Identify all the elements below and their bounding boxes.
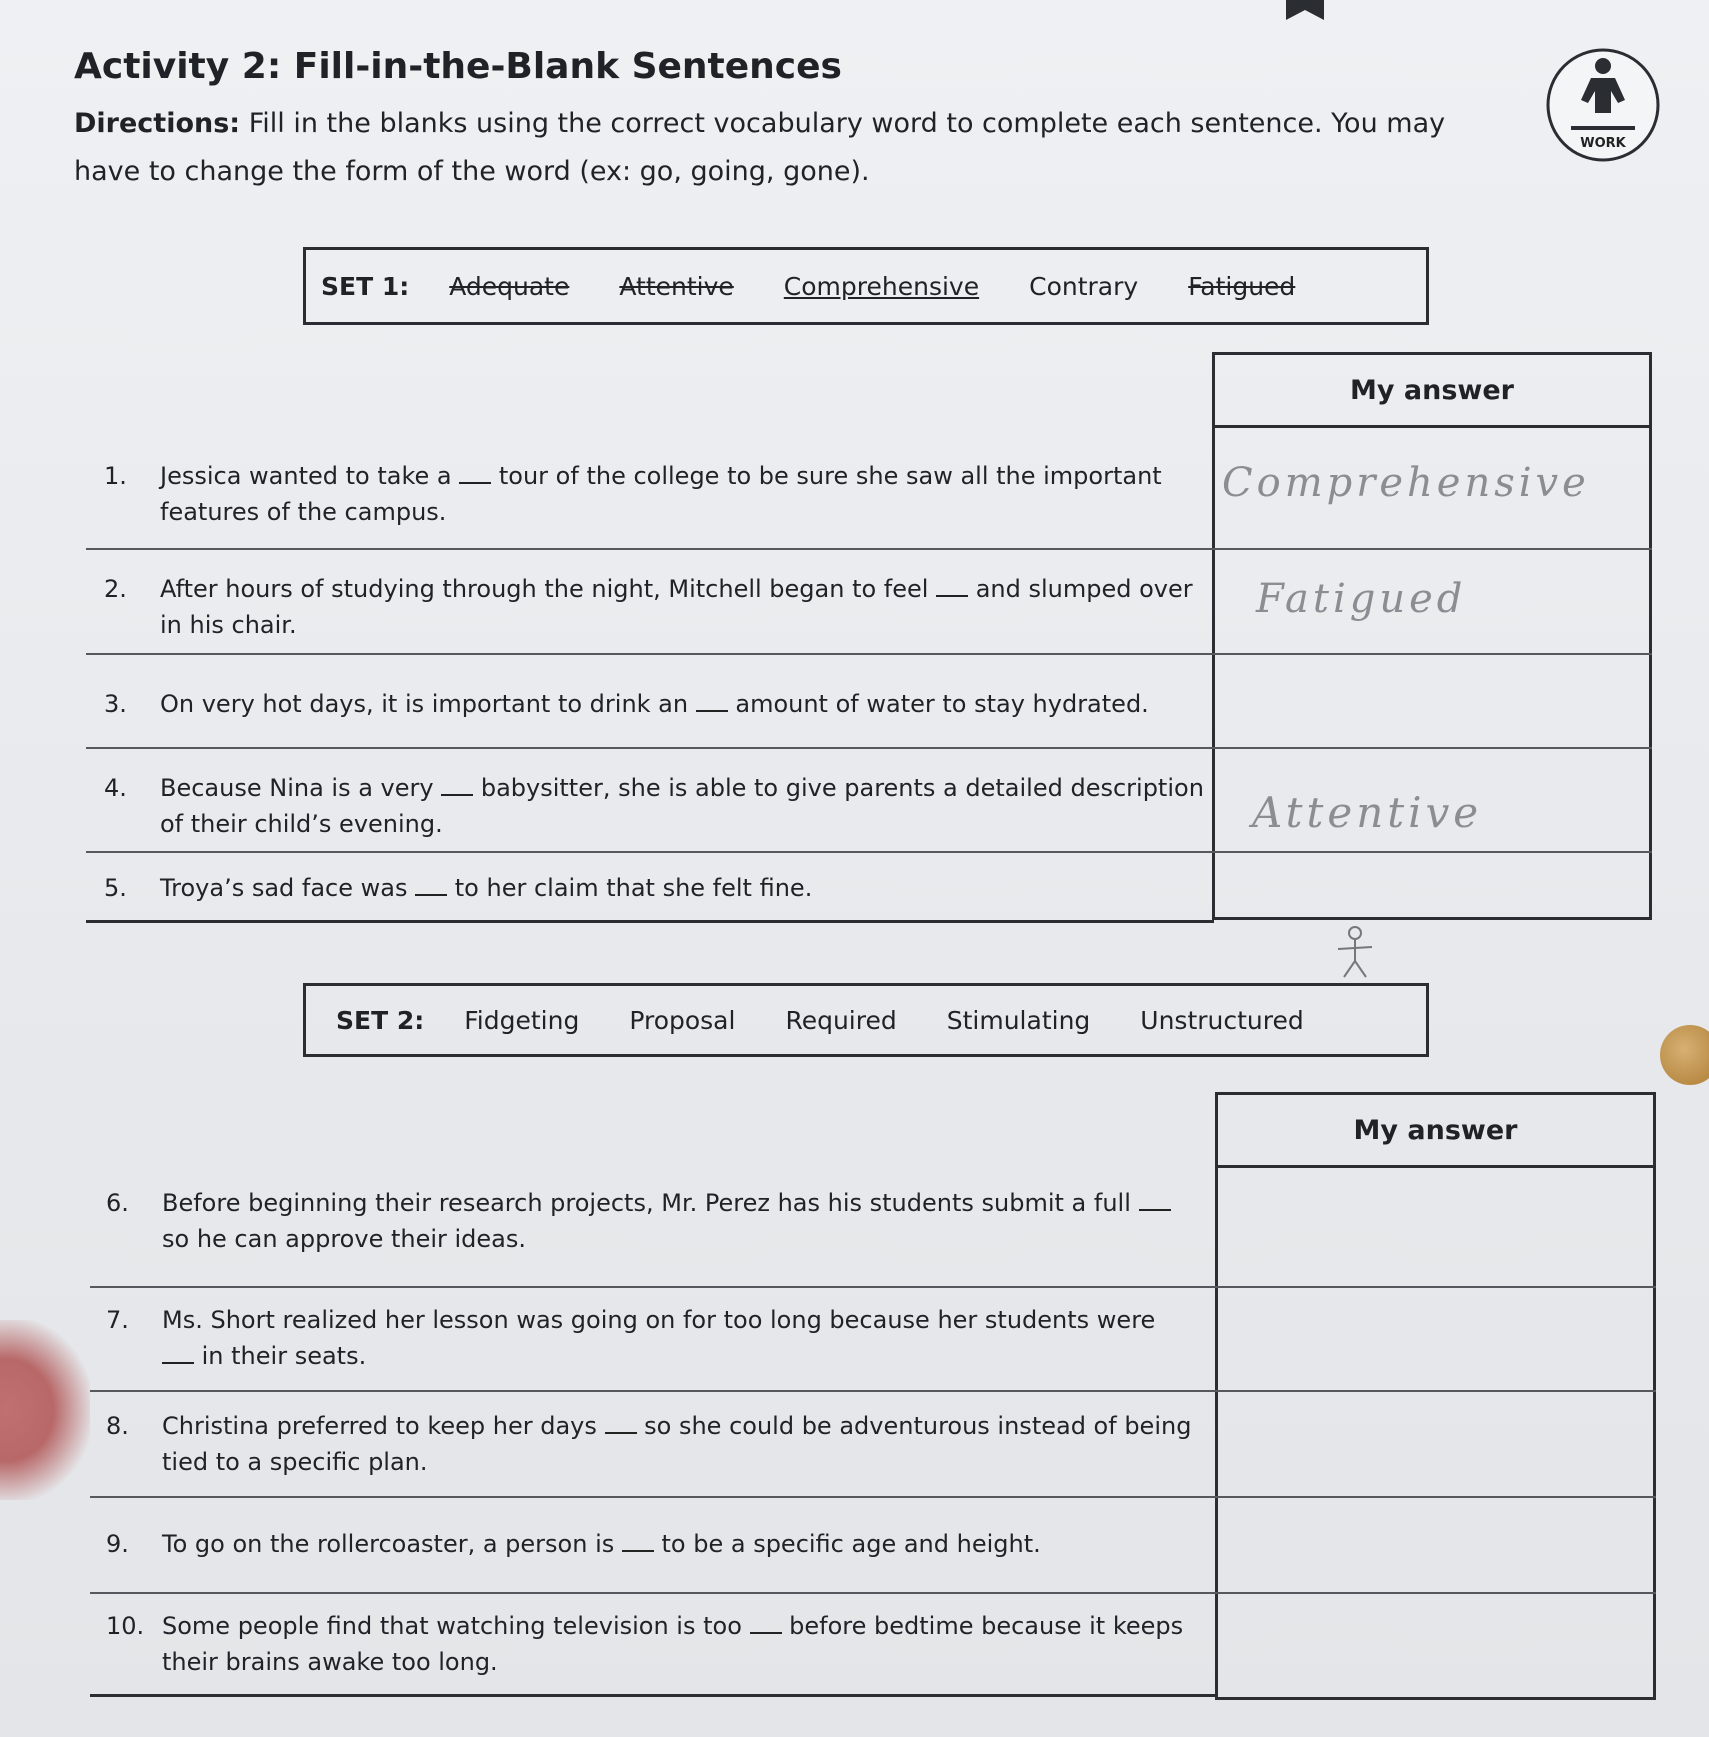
directions [74,100,1494,196]
word-unstructured: Unstructured [1140,1005,1304,1035]
row-divider [86,747,1652,749]
stick-figure-doodle-icon [1330,925,1380,981]
blank [162,1340,194,1364]
blank [936,573,968,597]
answer-column-set-2 [1215,1092,1656,1700]
word-bank-set-1 [303,247,1429,325]
directions-label: Directions: [74,108,241,139]
blank [622,1528,654,1552]
word-attentive: Attentive [619,271,734,301]
question-6: 6. Before beginning their research projects, Mr. Perez has his students submit a full so he can approve their ideas. [106,1185,1216,1257]
question-4: 4. Because Nina is a very babysitter, she is able to give parents a detailed description of their child’s evening. [104,774,1204,838]
question-5: 5. Troya’s sad face was to her claim that she felt fine. [104,874,813,902]
row-divider [90,1390,1656,1392]
directions-text: Fill in the blanks using the correct vocabulary word to complete each sentence. You may have to change the form of the word (ex: go, going, gone). [74,108,1446,187]
word-required: Required [785,1005,897,1035]
finger-edge [0,1320,90,1500]
blank [1139,1187,1171,1211]
row-divider [90,1694,1218,1697]
badge-label: WORK [1580,136,1626,151]
row-divider [86,653,1652,655]
word-comprehensive: Comprehensive [783,271,980,301]
answer-header: My answer [1218,1095,1653,1168]
set-1-label: SET 1: [321,271,410,301]
answer-header: My answer [1215,355,1649,428]
handwritten-answer-4: Attentive [1252,788,1483,837]
question-7: 7. Ms. Short realized her lesson was going on for too long because her students were in their seats. [106,1306,1156,1370]
blank [750,1610,782,1634]
row-divider [90,1592,1656,1594]
blank [441,772,473,796]
blank [415,872,447,896]
row-divider [90,1286,1656,1288]
coin-object [1660,1025,1709,1085]
handwritten-answer-1: Comprehensive [1222,460,1590,506]
page-title: Activity 2: Fill-in-the-Blank Sentences [74,46,842,87]
question-10: 10. Some people find that watching television is too before bedtime because it keeps their brains awake too long. [106,1612,1184,1676]
word-bank-set-2 [303,983,1429,1057]
question-9: 9. To go on the rollercoaster, a person is to be a specific age and height. [106,1530,1041,1558]
row-divider [90,1496,1656,1498]
word-fidgeting: Fidgeting [464,1005,580,1035]
row-divider [86,548,1652,550]
word-proposal: Proposal [629,1005,736,1035]
question-2: 2. After hours of studying through the night, Mitchell began to feel and slumped over in his chair. [104,575,1193,639]
handwritten-answer-2: Fatigued [1256,576,1467,622]
set-2-label: SET 2: [336,1005,425,1035]
question-1: 1. Jessica wanted to take a tour of the college to be sure she saw all the important features of the campus. [104,462,1162,526]
word-stimulating: Stimulating [946,1005,1091,1035]
question-3: 3. On very hot days, it is important to drink an amount of water to stay hydrated. [104,690,1149,718]
bookmark-icon [1286,0,1324,20]
blank [459,460,491,484]
word-adequate: Adequate [449,271,570,301]
blank [605,1410,637,1434]
row-divider [86,851,1652,853]
question-8: 8. Christina preferred to keep her days so she could be adventurous instead of being tied to a specific plan. [106,1412,1192,1476]
word-fatigued: Fatigued [1188,271,1296,301]
blank [696,688,728,712]
row-divider [86,920,1214,923]
word-contrary: Contrary [1029,271,1139,301]
